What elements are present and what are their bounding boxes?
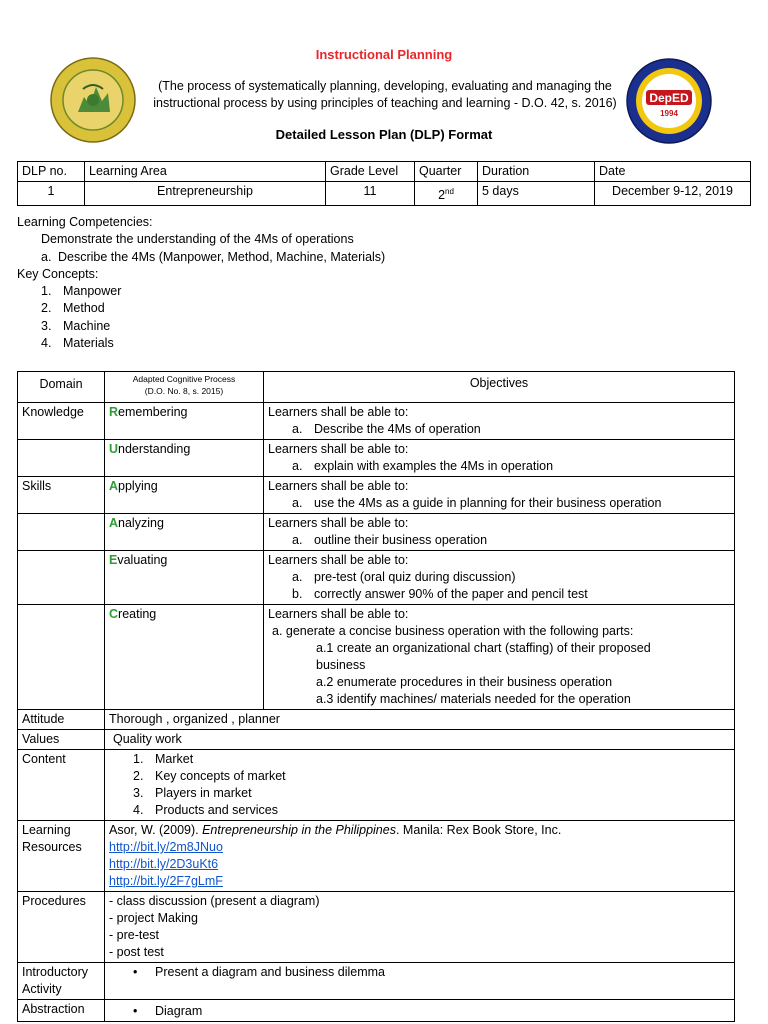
row-understanding	[18, 440, 735, 477]
objective-creating: Learners shall be able to: a. generate a concise business operation with the following parts: a.1 create an organizational chart (staffing) of their proposed business a.2 enumerate procedures in their business operation a.3 identify machines/ materials needed for the operation	[264, 605, 735, 710]
row-abstraction	[18, 1000, 735, 1022]
resources-label: Learning Resources	[18, 821, 105, 892]
date-value: December 9-12, 2019	[595, 182, 751, 206]
process-analyzing: Analyzing	[105, 514, 264, 551]
row-values	[18, 730, 735, 750]
procedures-label: Procedures	[18, 892, 105, 963]
values-label: Values	[18, 730, 105, 750]
intro-line-1: (The process of systematically planning, developing, evaluating and managing the	[158, 79, 612, 93]
row-attitude	[18, 710, 735, 730]
competencies-label: Learning Competencies:	[17, 215, 153, 229]
objective-analyzing: Learners shall be able to: a. outline their business operation	[264, 514, 735, 551]
department-of-education-seal-icon	[50, 57, 136, 143]
content-item: 2. Key concepts of market	[133, 769, 286, 783]
learning-area-value: Entrepreneurship	[85, 182, 326, 206]
values-value: Quality work	[105, 730, 735, 750]
objective-evaluating: Learners shall be able to: a. pre-test (oral quiz during discussion) b. correctly answer 90% of the paper and pencil test	[264, 551, 735, 605]
attitude-value: Thorough , organized , planner	[105, 710, 735, 730]
svg-text:1994: 1994	[660, 109, 678, 118]
content-list	[105, 750, 735, 821]
domain-empty	[18, 551, 105, 605]
header-grade-level: Grade Level	[326, 162, 415, 182]
introductory-content: • Present a diagram and business dilemma	[105, 963, 735, 1000]
info-header-row	[18, 162, 751, 182]
header-learning-area: Learning Area	[85, 162, 326, 182]
content-label: Content	[18, 750, 105, 821]
objective-understanding: Learners shall be able to: a. explain with examples the 4Ms in operation	[264, 440, 735, 477]
book-reference: Asor, W. (2009). Entrepreneurship in the Philippines. Manila: Rex Book Store, Inc.	[109, 823, 562, 837]
content-item: 1. Market	[133, 752, 194, 766]
row-analyzing	[18, 514, 735, 551]
abstraction-content: • Diagram	[105, 1000, 735, 1022]
objectives-header-row	[18, 372, 735, 403]
content-item: 4. Products and services	[133, 803, 278, 817]
resource-link-1[interactable]: http://bit.ly/2m8JNuo	[109, 840, 223, 854]
intro-text	[150, 78, 620, 112]
process-understanding: Understanding	[105, 440, 264, 477]
resource-link-2[interactable]: http://bit.ly/2D3uKt6	[109, 857, 219, 871]
domain-empty	[18, 514, 105, 551]
info-value-row	[18, 182, 751, 206]
competency-statement: Demonstrate the understanding of the 4Ms of operations	[41, 232, 354, 247]
competency-item-a: a. Describe the 4Ms (Manpower, Method, Machine, Materials)	[41, 249, 386, 264]
objectives-table	[17, 371, 735, 1022]
domain-empty	[18, 605, 105, 710]
key-concept-item: 4. Materials	[41, 336, 114, 351]
procedure-item: - post test	[109, 945, 164, 959]
dlp-info-table	[17, 161, 751, 206]
resource-link-3[interactable]: http://bit.ly/2F7gLmF	[109, 874, 223, 888]
process-creating: Creating	[105, 605, 264, 710]
learning-competencies-section	[17, 214, 385, 352]
header-objectives: Objectives	[264, 372, 735, 403]
abstraction-label: Abstraction	[18, 1000, 105, 1022]
introductory-label: Introductory Activity	[18, 963, 105, 1000]
header-quarter: Quarter	[415, 162, 478, 182]
objective-applying: Learners shall be able to: a. use the 4Ms as a guide in planning for their business operation	[264, 477, 735, 514]
process-applying: Applying	[105, 477, 264, 514]
resources-list	[105, 821, 735, 892]
bullet-icon: •	[133, 1004, 138, 1018]
page-title: Instructional Planning	[315, 47, 453, 62]
key-concept-item: 2. Method	[41, 301, 105, 316]
header-date: Date	[595, 162, 751, 182]
row-creating	[18, 605, 735, 710]
svg-text:DepED: DepED	[649, 91, 689, 105]
key-concepts-label: Key Concepts:	[17, 266, 99, 281]
content-item: 3. Players in market	[133, 786, 252, 800]
row-evaluating	[18, 551, 735, 605]
row-applying	[18, 477, 735, 514]
domain-empty	[18, 440, 105, 477]
header-cognitive-process: Adapted Cognitive Process (D.O. No. 8, s. 2015)	[105, 372, 264, 403]
header-duration: Duration	[478, 162, 595, 182]
procedure-item: - class discussion (present a diagram)	[109, 894, 320, 908]
key-concept-item: 1. Manpower	[41, 284, 122, 299]
domain-knowledge: Knowledge	[18, 403, 105, 440]
duration-value: 5 days	[478, 182, 595, 206]
row-remembering	[18, 403, 735, 440]
objective-remembering: Learners shall be able to: a. Describe the 4Ms of operation	[264, 403, 735, 440]
domain-skills: Skills	[18, 477, 105, 514]
intro-line-2: instructional process by using principles of teaching and learning - D.O. 42, s. 2016)	[153, 96, 617, 110]
row-introductory-activity	[18, 963, 735, 1000]
quarter-value: 2nd	[415, 182, 478, 206]
dlp-no-value: 1	[18, 182, 85, 206]
procedure-item: - pre-test	[109, 928, 160, 942]
key-concept-item: 3. Machine	[41, 318, 111, 333]
process-evaluating: Evaluating	[105, 551, 264, 605]
procedures-list	[105, 892, 735, 963]
header-dlp-no: DLP no.	[18, 162, 85, 182]
attitude-label: Attitude	[18, 710, 105, 730]
process-remembering: Remembering	[105, 403, 264, 440]
deped-seal-icon	[626, 58, 712, 144]
procedure-item: - project Making	[109, 911, 198, 925]
row-content	[18, 750, 735, 821]
grade-level-value: 11	[326, 182, 415, 206]
row-learning-resources	[18, 821, 735, 892]
dlp-format-title: Detailed Lesson Plan (DLP) Format	[275, 127, 493, 142]
row-procedures	[18, 892, 735, 963]
header-domain: Domain	[18, 372, 105, 403]
bullet-icon: •	[133, 965, 138, 979]
